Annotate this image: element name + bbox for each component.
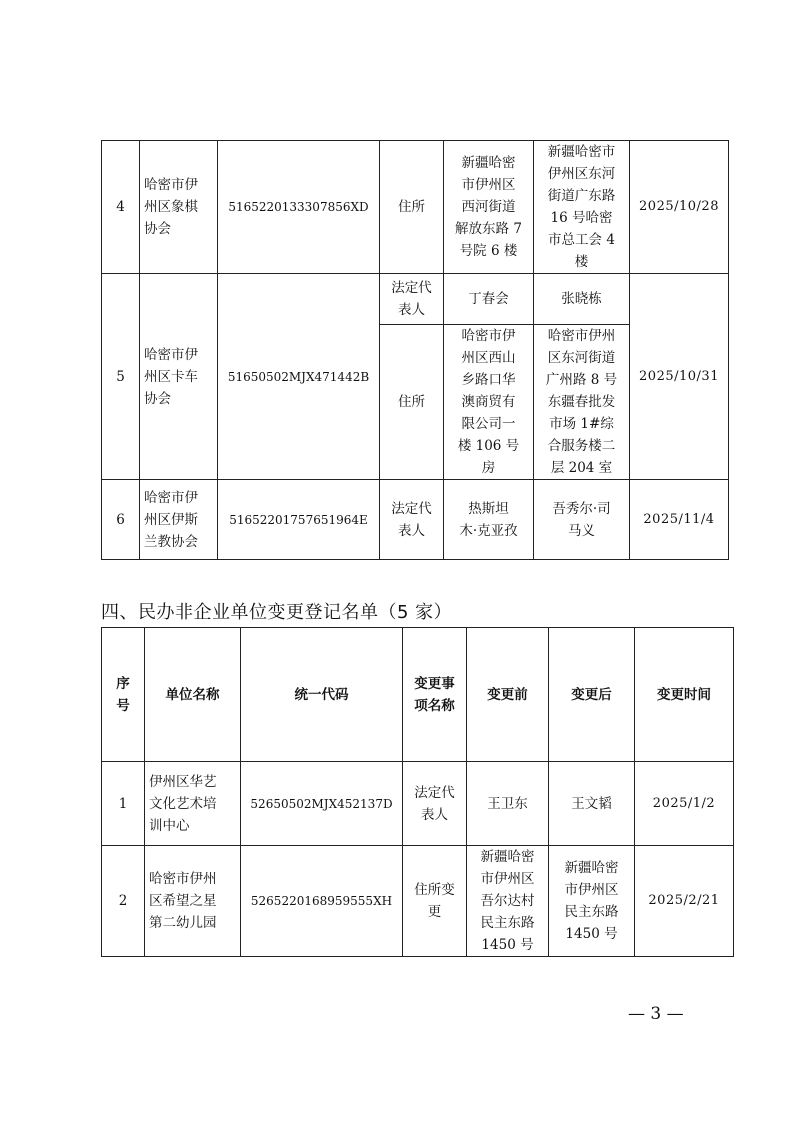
- unified-code: 5265220168959555XH: [241, 846, 403, 957]
- page-number: — 3 —: [628, 1004, 684, 1024]
- value-after: 吾秀尔·司 马义: [534, 480, 630, 560]
- row-number: 1: [102, 762, 145, 846]
- change-item: 住所: [380, 325, 444, 480]
- header-after: 变更后: [549, 628, 635, 762]
- unit-name: 哈密市伊 州区卡车 协会: [140, 274, 218, 480]
- unit-name: 伊州区华艺 文化艺术培 训中心: [145, 762, 241, 846]
- header-change-item: 变更事 项名称: [403, 628, 467, 762]
- table-row: [102, 762, 734, 846]
- unified-code: 51652201757651964E: [218, 480, 380, 560]
- value-before: 哈密市伊 州区西山 乡路口华 澳商贸有 限公司一 楼 106 号 房: [444, 325, 534, 480]
- registration-change-table-continued: [101, 140, 729, 560]
- change-date: 2025/2/21: [635, 846, 734, 957]
- header-change-date: 变更时间: [635, 628, 734, 762]
- header-unified-code: 统一代码: [241, 628, 403, 762]
- value-after: 哈密市伊州 区东河街道 广州路 8 号 东疆春批发 市场 1#综 合服务楼二 层 204 室: [534, 325, 630, 480]
- value-before: 王卫东: [467, 762, 549, 846]
- unit-name: 哈密市伊 州区象棋 协会: [140, 141, 218, 274]
- change-item: 法定代 表人: [380, 480, 444, 560]
- value-before: 新疆哈密 市伊州区 吾尔达村 民主东路 1450 号: [467, 846, 549, 957]
- table-row: [102, 141, 729, 274]
- header-serial-number: 序 号: [102, 628, 145, 762]
- section-title: 四、民办非企业单位变更登记名单（5 家）: [101, 602, 453, 623]
- value-before: 新疆哈密 市伊州区 西河街道 解放东路 7 号院 6 楼: [444, 141, 534, 274]
- header-before: 变更前: [467, 628, 549, 762]
- value-after: 新疆哈密 市伊州区 民主东路 1450 号: [549, 846, 635, 957]
- unified-code: 52650502MJX452137D: [241, 762, 403, 846]
- change-date: 2025/11/4: [630, 480, 729, 560]
- row-number: 5: [102, 274, 140, 480]
- change-item: 法定代 表人: [403, 762, 467, 846]
- row-number: 2: [102, 846, 145, 957]
- row-number: 4: [102, 141, 140, 274]
- row-number: 6: [102, 480, 140, 560]
- unified-code: 5165220133307856XD: [218, 141, 380, 274]
- change-date: 2025/10/31: [630, 274, 729, 480]
- table-row: [102, 274, 729, 325]
- change-item: 法定代 表人: [380, 274, 444, 325]
- change-item: 住所: [380, 141, 444, 274]
- table-row: [102, 480, 729, 560]
- value-before: 热斯坦 木·克亚孜: [444, 480, 534, 560]
- change-date: 2025/1/2: [635, 762, 734, 846]
- value-after: 新疆哈密市 伊州区东河 街道广东路 16 号哈密 市总工会 4 楼: [534, 141, 630, 274]
- private-nonenterprise-change-table: [101, 627, 734, 957]
- change-date: 2025/10/28: [630, 141, 729, 274]
- value-after: 王文韬: [549, 762, 635, 846]
- table-header-row: [102, 628, 734, 762]
- table-row: [102, 846, 734, 957]
- value-after: 张晓栋: [534, 274, 630, 325]
- unit-name: 哈密市伊 州区伊斯 兰教协会: [140, 480, 218, 560]
- unit-name: 哈密市伊州 区希望之星 第二幼儿园: [145, 846, 241, 957]
- header-unit-name: 单位名称: [145, 628, 241, 762]
- value-before: 丁春会: [444, 274, 534, 325]
- change-item: 住所变 更: [403, 846, 467, 957]
- unified-code: 51650502MJX471442B: [218, 274, 380, 480]
